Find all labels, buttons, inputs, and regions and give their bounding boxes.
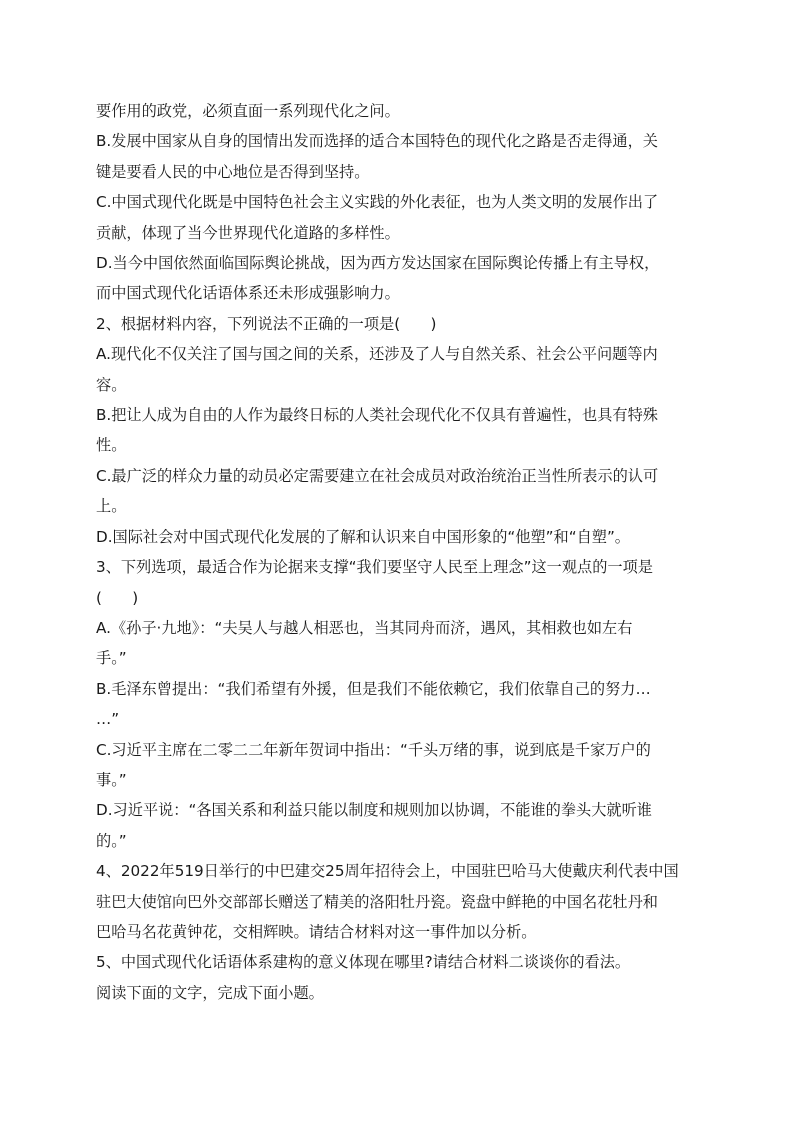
text-line: 要作用的政党，必须直面一系列现代化之问。: [96, 102, 400, 120]
option-a-line: A.现代化不仅关注了国与国之间的关系，还涉及了人与自然关系、社会公平问题等内: [96, 345, 658, 364]
question-3-line: 3、下列选项，最适合作为论据来支撑“我们要坚守人民至上理念”这一观点的一项是: [96, 558, 653, 577]
option-c-line: C.中国式现代化既是中国特色社会主义实践的外化表征，也为人类文明的发展作出了: [96, 193, 659, 212]
text-line: 上。: [96, 497, 127, 516]
question-4-line: 4、2022年519日举行的中巴建交25周年招待会上，中国驻巴哈马大使戴庆利代表中国: [96, 862, 679, 881]
option-d-line: D.习近平说：“各国关系和利益只能以制度和规则加以协调，不能谁的拳头大就听谁: [96, 801, 652, 820]
document-body: [96, 96, 700, 1008]
text-line: ( ): [96, 588, 139, 607]
text-line: …”: [96, 710, 120, 729]
option-d-line: D.国际社会对中国式现代化发展的了解和认识来自中国形象的“他塑”和“自塑”。: [96, 527, 630, 546]
question-5-line: 5、中国式现代化话语体系建构的意义体现在哪里?请结合材料二谈谈你的看法。: [96, 953, 631, 972]
text-line: 的。”: [96, 831, 127, 850]
option-b-line: B.发展中国家从自身的国情出发而选择的适合本国特色的现代化之路是否走得通，关: [96, 132, 658, 151]
text-line: 键是要看人民的中心地位是否得到坚持。: [96, 162, 370, 181]
text-line: 驻巴大使馆向巴外交部部长赠送了精美的洛阳牡丹瓷。瓷盘中鲜艳的中国名花牡丹和: [96, 892, 658, 911]
question-2-line: 2、根据材料内容，下列说法不正确的一项是( ): [96, 314, 437, 333]
option-b-line: B.毛泽东曾提出：“我们希望有外援，但是我们不能依赖它，我们依靠自己的努力…: [96, 679, 651, 698]
option-c-line: C.习近平主席在二零二二年新年贺词中指出：“千头万绪的事，说到底是千家万户的: [96, 740, 651, 759]
option-a-line: A.《孙子·九地》：“夫吴人与越人相恶也，当其同舟而济，遇风，其相救也如左右: [96, 618, 633, 637]
option-c-line: C.最广泛的样众力量的动员必定需要建立在社会成员对政治统治正当性所表示的认可: [96, 466, 659, 485]
text-line: 性。: [96, 436, 127, 455]
text-line: 而中国式现代化话语体系还未形成强影响力。: [96, 284, 400, 303]
option-d-line: D.当今中国依然面临国际舆论挑战，因为西方发达国家在国际舆论传播上有主导权，: [96, 254, 660, 273]
option-b-line: B.把让人成为自由的人作为最终日标的人类社会现代化不仅具有普遍性，也具有特殊: [96, 406, 658, 425]
text-line: 容。: [96, 375, 127, 394]
text-line: 巴哈马名花黄钟花，交相辉映。请结合材料对这一事件加以分析。: [96, 922, 537, 941]
text-line: 手。”: [96, 649, 127, 668]
instruction-line: 阅读下面的文字，完成下面小题。: [96, 983, 324, 1002]
text-line: 事。”: [96, 770, 127, 789]
text-line: 贡献，体现了当今世界现代化道路的多样性。: [96, 223, 400, 242]
